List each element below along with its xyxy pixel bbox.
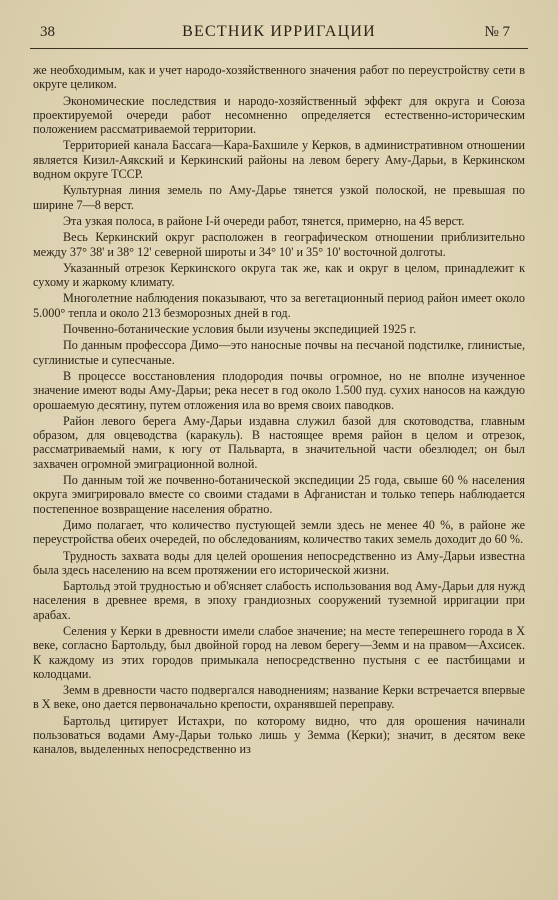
article-body xyxy=(33,63,525,759)
paragraph: В процессе восстановления плодородия почвы огромное, но не вполне изученное значение имеют воды Аму-Дарьи; река несет в год около 1.500 пуд. сухих наносов на каждую орошаемую десятину, путем отложения ила во время своих паводков. xyxy=(33,368,525,412)
paragraph: По данным профессора Димо—это наносные почвы на песчаной подстилке, глинистые, суглинистые и супесчаные. xyxy=(33,338,525,367)
paragraph: Земм в древности часто подвергался наводнениям; название Керки встречается впервые в Х веке, оно дается первоначально крепости, охранявшей переправу. xyxy=(33,683,525,712)
paragraph: Территорией канала Бассага—Кара-Бахшиле у Керков, в административном отношении является Кизил-Аякский и Керкинский районы на левом берегу Аму-Дарьи, в Керкинском водном округе ТССР. xyxy=(33,138,525,182)
paragraph: Бартольд цитирует Истахри, по которому видно, что для орошения начинали пользоваться водами Аму-Дарьи только лишь у Земма (Керки); значит, в десятом веке каналов, выделенных непосредственно из xyxy=(33,713,525,757)
paragraph: Эта узкая полоса, в районе I-й очереди работ, тянется, примерно, на 45 верст. xyxy=(63,213,465,228)
paragraph: Димо полагает, что количество пустующей земли здесь не менее 40 %, в районе же переустройства обеих очередей, по обследованиям, количество таких земель доходит до 60 %. xyxy=(33,517,525,547)
running-header xyxy=(30,22,528,49)
paragraph: Весь Керкинский округ расположен в географическом отношении приблизительно между 37° 38' и 38° 12' северной широты и 34° 10' и 35° 10' восточной долготы. xyxy=(33,230,525,259)
paragraph: Многолетние наблюдения показывают, что за вегетационный период район имеет около 5.000° тепла и около 213 безморозных дней в год. xyxy=(33,291,525,320)
paragraph: По данным той же почвенно-ботанической экспедиции 25 года, свыше 60 % населения округа эмигрировало вместе со своими стадами в Афганистан и только теперь наблюдается постепенное возвращение населения обратно. xyxy=(33,473,525,516)
paragraph: Культурная линия земель по Аму-Дарье тянется узкой полоской, не превышая по ширине 7—8 верст. xyxy=(33,183,525,212)
paragraph: Указанный отрезок Керкинского округа так же, как и округ в целом, принадлежит к сухому и жаркому климату. xyxy=(33,260,525,290)
paragraph: же необходимым, как и учет народо-хозяйственного значения работ по переустройству сети в округе целиком. xyxy=(33,63,525,92)
paragraph: Район левого берега Аму-Дарьи издавна служил базой для скотоводства, главным образом, для овцеводства (каракуль). В настоящее время район в целом и отрезок, рассматриваемый нами, к югу от Пальварта, в значительной части обезлюдел; он был захвачен огромной эмиграционной волной. xyxy=(33,413,525,471)
paragraph: Почвенно-ботанические условия были изучены экспедицией 1925 г. xyxy=(63,322,417,337)
paragraph: Трудность захвата воды для целей орошения непосредственно из Аму-Дарьи известна была здесь населению на всем протяжении его исторической жизни. xyxy=(33,548,525,577)
issue-number: № 7 xyxy=(484,24,510,40)
paragraph: Селения у Керки в древности имели слабое значение; на месте теперешнего города в Х веке, согласно Бартольду, был двойной город на левом берегу—Земм и на правом—Ахсисек. К каждому из этих городов примыкала непосредственно пустыня с ее пастбищами и колодцами. xyxy=(33,623,525,681)
journal-title: ВЕСТНИК ИРРИГАЦИИ xyxy=(182,23,376,40)
page-number: 38 xyxy=(40,24,55,40)
paragraph: Бартольд этой трудностью и об'ясняет слабость использования вод Аму-Дарьи для нужд населения в древнее время, в эпоху грандиозных сооружений туземной ирригации при арабах. xyxy=(33,579,525,622)
paragraph: Экономические последствия и народо-хозяйственный эффект для округа и Союза проектируемой очереди работ несомненно определяется естественно-историческим положением рассматриваемой территории. xyxy=(33,93,525,137)
